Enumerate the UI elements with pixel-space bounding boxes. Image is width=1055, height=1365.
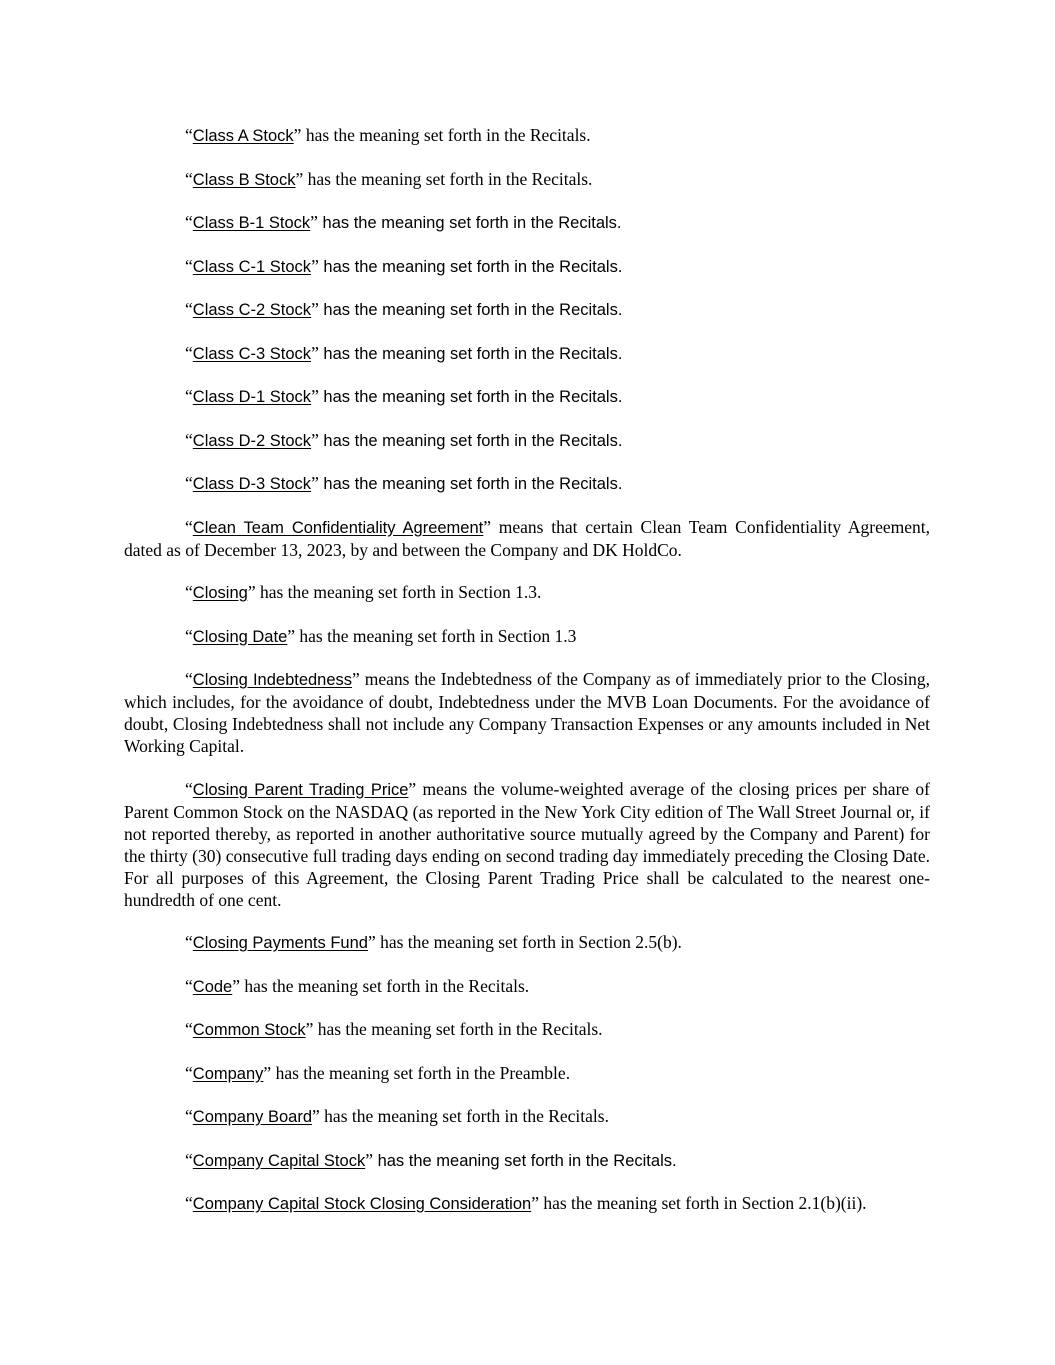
defined-term: Class C-1 Stock	[192, 257, 312, 276]
defined-term: Closing Payments Fund	[192, 934, 368, 952]
definition-text: has the meaning set forth in the Recitals.	[318, 344, 623, 363]
definitions-list	[124, 124, 930, 1236]
definition-text: has the meaning set forth in the Preamble.	[271, 1062, 571, 1083]
definition-class-a-stock: “Class A Stock” has the meaning set forth in the Recitals.	[185, 125, 591, 145]
definition-text: means that certain Clean Team Confidentiality Agreement, dated as of December 13, 2023, by and between the Company and DK HoldCo.	[124, 516, 931, 560]
definition-company-capital-stock-closing-consideration: “Company Capital Stock Closing Consideration” has the meaning set forth in Section 2.1(b)(ii).	[185, 1193, 867, 1213]
defined-term: Closing	[192, 584, 248, 602]
definition-text: has the meaning set forth in the Recitals.	[240, 975, 530, 996]
definition-company-board: “Company Board” has the meaning set forth in the Recitals.	[185, 1106, 609, 1126]
definition-text: has the meaning set forth in Section 2.5(b).	[375, 932, 682, 952]
defined-term: Common Stock	[192, 1021, 306, 1039]
definition-text: means the Indebtedness of the Company as of immediately prior to the Closing, which includes, for the avoidance of doubt, Indebtedness under the MVB Loan Documents. For the avoidance of doubt, Closing Indebtedness shall not include any Company Transaction Expenses or any amounts included in Net Working Capital.	[124, 669, 930, 756]
defined-term: Class D-1 Stock	[192, 388, 312, 406]
defined-term: Company Capital Stock	[192, 1151, 366, 1170]
defined-term: Class B-1 Stock	[192, 214, 311, 232]
definition-company: “Company” has the meaning set forth in the Preamble.	[185, 1062, 571, 1083]
definition-class-b1-stock: “Class B-1 Stock” has the meaning set forth in the Recitals.	[185, 212, 622, 232]
defined-term: Class D-3 Stock	[192, 475, 312, 493]
definition-text: has the meaning set forth in the Recitals.	[318, 431, 623, 450]
definition-closing-parent-trading-price: “Closing Parent Trading Price” means the volume-weighted average of the closing prices per share of Parent Common Stock on the NASDAQ (as reported in the New York City edition of The Wall Street Journal or, if not reported thereby, as reported in another authoritative source mutually agreed by the Company and Parent) for the thirty (30) consecutive full trading days ending on second trading day immediately preceding the Closing Date. For all purposes of this Agreement, the Closing Parent Trading Price shall be calculated to the nearest one-hundredth of one cent.	[124, 778, 930, 910]
defined-term: Closing Parent Trading Price	[192, 780, 409, 799]
definition-class-d3-stock: “Class D-3 Stock” has the meaning set forth in the Recitals.	[185, 473, 623, 493]
defined-term: Closing Date	[192, 627, 288, 646]
definition-text: has the meaning set forth in Section 2.1(b)(ii).	[538, 1193, 867, 1213]
definition-text: has the meaning set forth in the Recitals.	[303, 168, 593, 189]
definition-company-capital-stock: “Company Capital Stock” has the meaning set forth in the Recitals.	[185, 1149, 677, 1170]
definition-text: has the meaning set forth in the Recitals.	[313, 1019, 603, 1039]
defined-term: Class A Stock	[192, 127, 294, 145]
definition-text: means the volume-weighted average of the closing prices per share of Parent Common Stock on the NASDAQ (as reported in the New York City edition of The Wall Street Journal or, if not reported thereby, as reported in another authoritative source mutually agreed by the Company and Parent) for the thirty (30) consecutive full trading days ending on second trading day immediately preceding the Closing Date. For all purposes of this Agreement, the Closing Parent Trading Price shall be calculated to the nearest one-hundredth of one cent.	[124, 778, 930, 910]
definition-class-b-stock: “Class B Stock” has the meaning set forth in the Recitals.	[185, 168, 593, 189]
definition-closing-indebtedness: “Closing Indebtedness” means the Indebtedness of the Company as of immediately prior to the Closing, which includes, for the avoidance of doubt, Indebtedness under the MVB Loan Documents. For the avoidance of doubt, Closing Indebtedness shall not include any Company Transaction Expenses or any amounts included in Net Working Capital.	[124, 669, 930, 756]
definition-class-d1-stock: “Class D-1 Stock” has the meaning set forth in the Recitals.	[185, 386, 623, 406]
definition-text: has the meaning set forth in the Recitals.	[319, 1106, 609, 1126]
definition-text: has the meaning set forth in the Recitals.	[318, 475, 623, 493]
definition-code: “Code” has the meaning set forth in the Recitals.	[185, 975, 530, 996]
defined-term: Class D-2 Stock	[192, 431, 312, 450]
definition-text: has the meaning set forth in Section 1.3	[295, 625, 577, 646]
definition-text: has the meaning set forth in the Recitals.	[372, 1151, 677, 1170]
definition-text: has the meaning set forth in the Recitals.	[318, 388, 623, 406]
defined-term: Company	[192, 1064, 264, 1083]
definition-closing-payments-fund: “Closing Payments Fund” has the meaning set forth in Section 2.5(b).	[185, 932, 682, 952]
defined-term: Class B Stock	[192, 170, 296, 189]
definition-class-c2-stock: “Class C-2 Stock” has the meaning set forth in the Recitals.	[185, 299, 623, 319]
definition-text: has the meaning set forth in the Recitals.	[301, 125, 591, 145]
defined-term: Company Capital Stock Closing Consideration	[192, 1195, 532, 1213]
definition-text: has the meaning set forth in Section 1.3.	[255, 582, 542, 602]
definition-class-d2-stock: “Class D-2 Stock” has the meaning set forth in the Recitals.	[185, 429, 623, 450]
defined-term: Class C-3 Stock	[192, 344, 312, 363]
definition-text: has the meaning set forth in the Recitals.	[318, 301, 623, 319]
definition-clean-team-confidentiality-agreement: “Clean Team Confidentiality Agreement” means that certain Clean Team Confidentiality Agreement, dated as of December 13, 2023, by and between the Company and DK HoldCo.	[124, 516, 931, 560]
definition-closing: “Closing” has the meaning set forth in Section 1.3.	[185, 582, 542, 602]
defined-term: Closing Indebtedness	[192, 671, 353, 689]
definition-common-stock: “Common Stock” has the meaning set forth in the Recitals.	[185, 1019, 603, 1039]
definition-class-c1-stock: “Class C-1 Stock” has the meaning set forth in the Recitals.	[185, 255, 623, 276]
defined-term: Clean Team Confidentiality Agreement	[192, 518, 484, 537]
defined-term: Class C-2 Stock	[192, 301, 312, 319]
definition-text: has the meaning set forth in the Recitals.	[318, 257, 623, 276]
definition-text: has the meaning set forth in the Recitals.	[317, 214, 622, 232]
definition-closing-date: “Closing Date” has the meaning set forth in Section 1.3	[185, 625, 577, 646]
defined-term: Company Board	[192, 1108, 313, 1126]
definition-class-c3-stock: “Class C-3 Stock” has the meaning set forth in the Recitals.	[185, 342, 623, 363]
defined-term: Code	[192, 977, 233, 996]
